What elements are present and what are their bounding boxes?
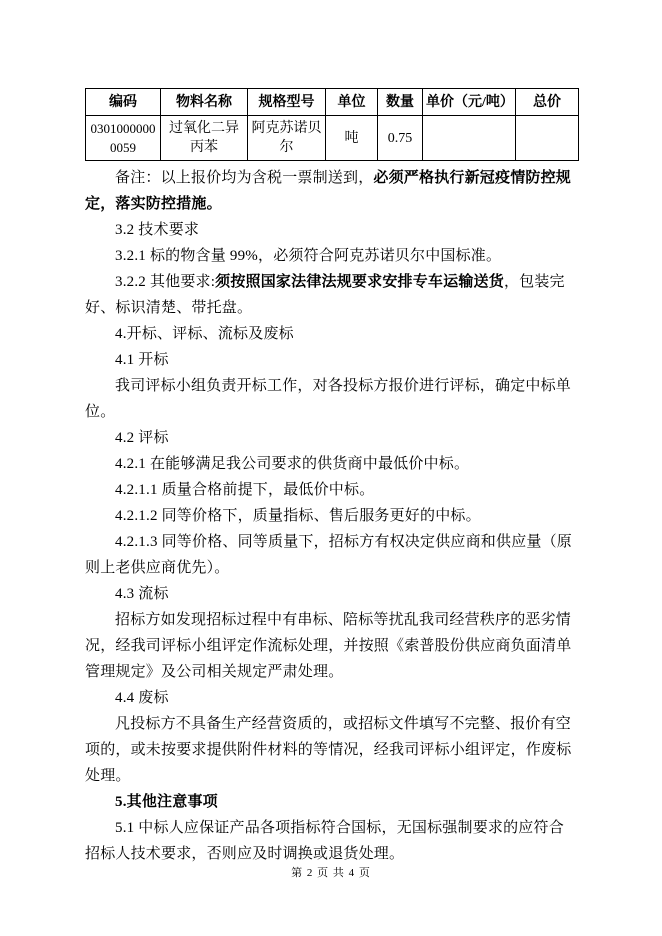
heading-3-2: 3.2 技术要求 [115, 222, 200, 238]
paragraph-remark [85, 165, 578, 217]
cell-unit-price [423, 116, 516, 161]
heading-5 [85, 789, 578, 815]
paragraph-3-2-1: 3.2.1 标的物含量 99%，必须符合阿克苏诺贝尔中国标准。 [115, 248, 502, 264]
header-code: 编码 [86, 89, 161, 116]
paragraph-4-3-text: 招标方如发现招标过程中有串标、陪标等扰乱我司经营秩序的恶劣情况，经我司评标小组评定作流标处理，并按照《索普股份供应商负面清单管理规定》及公司相关规定严肃处理。 [85, 612, 572, 680]
paragraph-4-2-1-2: 4.2.1.2 同等价格下，质量指标、售后服务更好的中标。 [115, 508, 481, 524]
code-line2: 0059 [110, 140, 136, 155]
header-spec-model: 规格型号 [248, 89, 326, 116]
cell-total-price [516, 116, 579, 161]
s322-bold-text: 须按照国家法律法规要求安排专车运输送货 [215, 274, 504, 290]
code-line1: 0301000000 [90, 121, 156, 136]
table-row [86, 116, 579, 161]
remark-bold-text: 必须严格执行新冠疫情防控规定，落实防控措施。 [85, 170, 572, 212]
page-number-footer: 第 2 页 共 4 页 [291, 867, 371, 879]
heading-4-4: 4.4 废标 [115, 690, 169, 706]
cell-spec-model: 阿克苏诺贝尔 [248, 116, 326, 161]
cell-unit: 吨 [326, 116, 378, 161]
header-quantity: 数量 [378, 89, 423, 116]
paragraph-3-2-2 [85, 269, 578, 321]
quotation-table [85, 88, 579, 161]
heading-4: 4.开标、评标、流标及废标 [115, 326, 294, 342]
paragraph-5-1: 5.1 中标人应保证产品各项指标符合国标，无国标强制要求的应符合招标人技术要求，否则应及时调换或退货处理。 [85, 820, 564, 862]
header-total-price: 总价 [516, 89, 579, 116]
cell-quantity: 0.75 [378, 116, 423, 161]
paragraph-4-4-text: 凡投标方不具备生产经营资质的，或招标文件填写不完整、报价有空项的，或未按要求提供附件材料的等情况，经我司评标小组评定，作废标处理。 [85, 716, 572, 784]
header-unit: 单位 [326, 89, 378, 116]
remark-normal-text: 备注：以上报价均为含税一票制送到， [115, 170, 374, 186]
paragraph-4-2-1-3: 4.2.1.3 同等价格、同等质量下，招标方有权决定供应商和供应量（原则上老供应商优先）。 [85, 534, 573, 576]
header-unit-price: 单价（元/吨） [423, 89, 516, 116]
s322-suffix-text: ，包装完好、标识清楚、带托盘。 [85, 274, 565, 316]
cell-material-name: 过氧化二异丙苯 [161, 116, 248, 161]
heading-4-3: 4.3 流标 [115, 586, 169, 602]
table-header-row [86, 89, 579, 116]
document-body [85, 165, 578, 867]
heading-5-text: 5.其他注意事项 [115, 794, 218, 810]
paragraph-4-1-text: 我司评标小组负责开标工作，对各投标方报价进行评标，确定中标单位。 [85, 378, 572, 420]
cell-code [86, 116, 161, 161]
paragraph-4-2-1: 4.2.1 在能够满足我公司要求的供货商中最低价中标。 [115, 456, 470, 472]
s322-prefix-text: 3.2.2 其他要求: [115, 274, 216, 290]
header-material-name: 物料名称 [161, 89, 248, 116]
heading-4-2: 4.2 评标 [115, 430, 169, 446]
heading-4-1: 4.1 开标 [115, 352, 169, 368]
paragraph-4-2-1-1: 4.2.1.1 质量合格前提下，最低价中标。 [115, 482, 375, 498]
